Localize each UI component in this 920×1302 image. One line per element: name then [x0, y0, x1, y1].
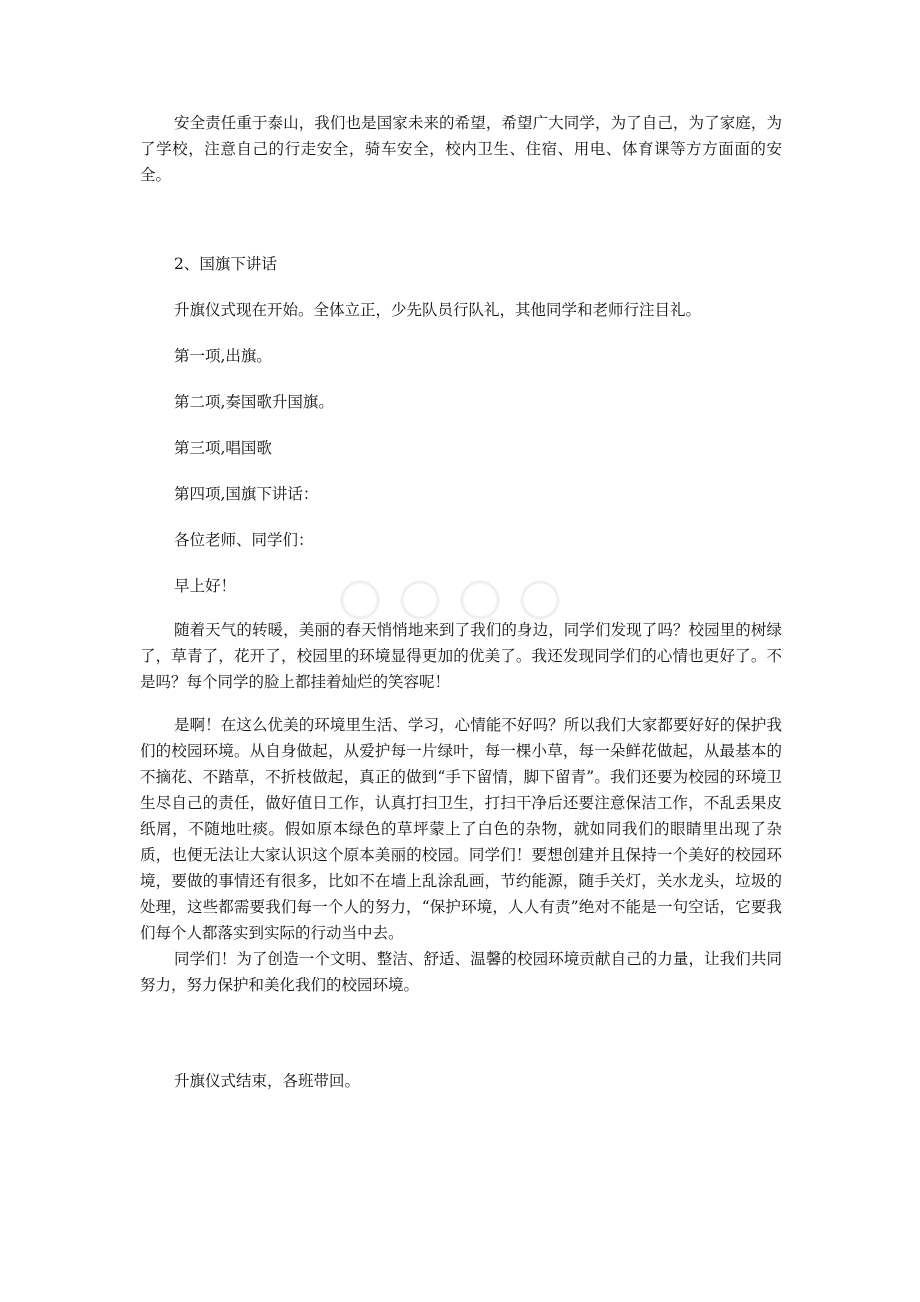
spring-paragraph: 随着天气的转暖，美丽的春天悄悄地来到了我们的身边，同学们发现了吗？校园里的树绿了，草青了，花开了，校园里的环境显得更加的优美了。我还发现同学们的心情也更好了。不是吗？每个同学的脸上都挂着灿烂的笑容呢！ [140, 621, 782, 691]
item-three-line: 第三项,唱国歌 [174, 439, 272, 457]
item-four-line: 第四项,国旗下讲话： [174, 485, 319, 503]
item-two-line: 第二项,奏国歌升国旗。 [174, 393, 334, 411]
item-one-line: 第一项,出旗。 [174, 347, 272, 365]
greeting-line: 各位老师、同学们： [174, 531, 314, 549]
good-morning-line: 早上好！ [174, 577, 237, 595]
ceremony-start-line: 升旗仪式现在开始。全体立正，少先队员行队礼，其他同学和老师行注目礼。 [174, 301, 702, 319]
closing-paragraph: 同学们！为了创造一个文明、整洁、舒适、温馨的校园环境贡献自己的力量，让我们共同努力，努力保护和美化我们的校园环境。 [140, 950, 782, 994]
safety-paragraph: 安全责任重于泰山，我们也是国家未来的希望，希望广大同学，为了自己，为了家庭，为了学校，注意自己的行走安全，骑车安全，校内卫生、住宿、用电、体育课等方方面面的安全。 [140, 114, 782, 184]
section-heading: 2、国旗下讲话 [174, 255, 277, 273]
ceremony-end-line: 升旗仪式结束，各班带回。 [174, 1072, 361, 1090]
environment-paragraph: 是啊！在这么优美的环境里生活、学习，心情能不好吗？所以我们大家都要好好的保护我们的校园环境。从自身做起，从爱护每一片绿叶，每一棵小草，每一朵鲜花做起，从最基本的不摘花、不踏草，不折枝做起，真正的做到“手下留情，脚下留青”。我们还要为校园的环境卫生尽自己的责任，做好值日工作，认真打扫卫生，打扫干净后还要注意保洁工作，不乱丢果皮纸屑，不随地吐痰。假如原本绿色的草坪蒙上了白色的杂物，就如同我们的眼睛里出现了杂质，也便无法让大家认识这个原本美丽的校园。同学们！要想创建并且保持一个美好的校园环境，要做的事情还有很多，比如不在墙上乱涂乱画，节约能源，随手关灯，关水龙头，垃圾的处理，这些都需要我们每一个人的努力，“保护环境，人人有责”绝对不能是一句空话，它要我们每个人都落实到实际的行动当中去。 [140, 716, 782, 942]
